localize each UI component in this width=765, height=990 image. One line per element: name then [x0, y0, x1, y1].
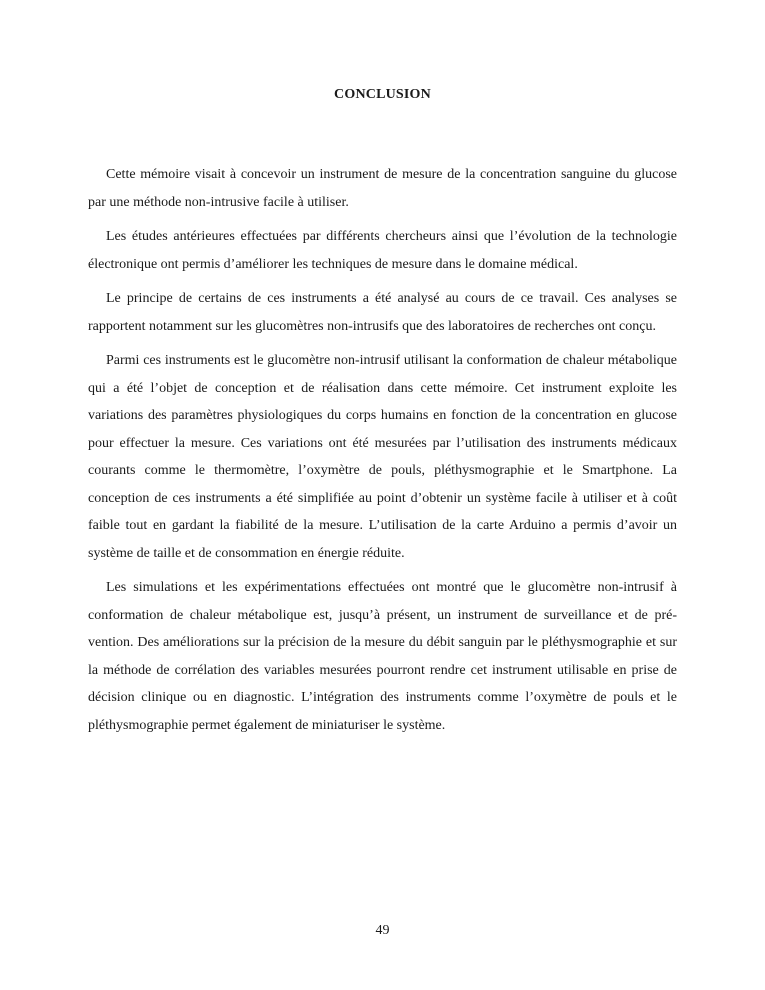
paragraph-2: Les études antérieures effectuées par différents chercheurs ainsi que l’évolution de la technologie électronique ont permis d’améliorer les techniques de mesure dans le domaine médical.: [88, 229, 677, 272]
page-title: CONCLUSION: [334, 87, 431, 102]
paragraph-1: Cette mémoire visait à concevoir un instrument de mesure de la concentration sanguine du glucose par une méthode non-intrusive facile à utiliser.: [88, 167, 677, 210]
paragraph-4: Parmi ces instruments est le glucomètre non-intrusif utilisant la conformation de chaleur métabolique qui a été l’objet de conception et de réalisation dans cette mémoire. Cet instrument exploite les variations des paramètres physiologiques du corps humains en fonction de la concentration en glucose pour effectuer la mesure. Ces variations ont été mesurées par l’utilisation des instruments médicaux courants comme le thermomètre, l’oxymètre de pouls, pléthysmographie et le Smartphone. La conception de ces instruments a été simplifiée au point d’obtenir un système facile à utiliser et à coût faible tout en gardant la fiabilité de la mesure. L’utilisation de la carte Arduino a permis d’avoir un système de taille et de consommation en énergie réduite.: [88, 353, 677, 561]
page-number: 49: [375, 923, 390, 938]
paragraph-5: Les simulations et les expérimentations effectuées ont montré que le glucomètre non-intrusif à conformation de chaleur métabolique est, jusqu’à présent, un instrument de surveillance et de prévention. Des améliorations sur la précision de la mesure du débit sanguin par le pléthysmographie et sur la méthode de corrélation des variables mesurées pourront rendre cet instrument utilisable en prise de décision clinique ou en diagnostic. L’intégration des instruments comme l’oxymètre de pouls et le pléthysmographie permet également de miniaturiser le système.: [88, 580, 677, 733]
body-text: [88, 161, 677, 746]
paragraph-3: Le principe de certains de ces instruments a été analysé au cours de ce travail. Ces analyses se rapportent notamment sur les glucomètres non-intrusifs que des laboratoires de recherches ont conçu.: [88, 291, 677, 334]
